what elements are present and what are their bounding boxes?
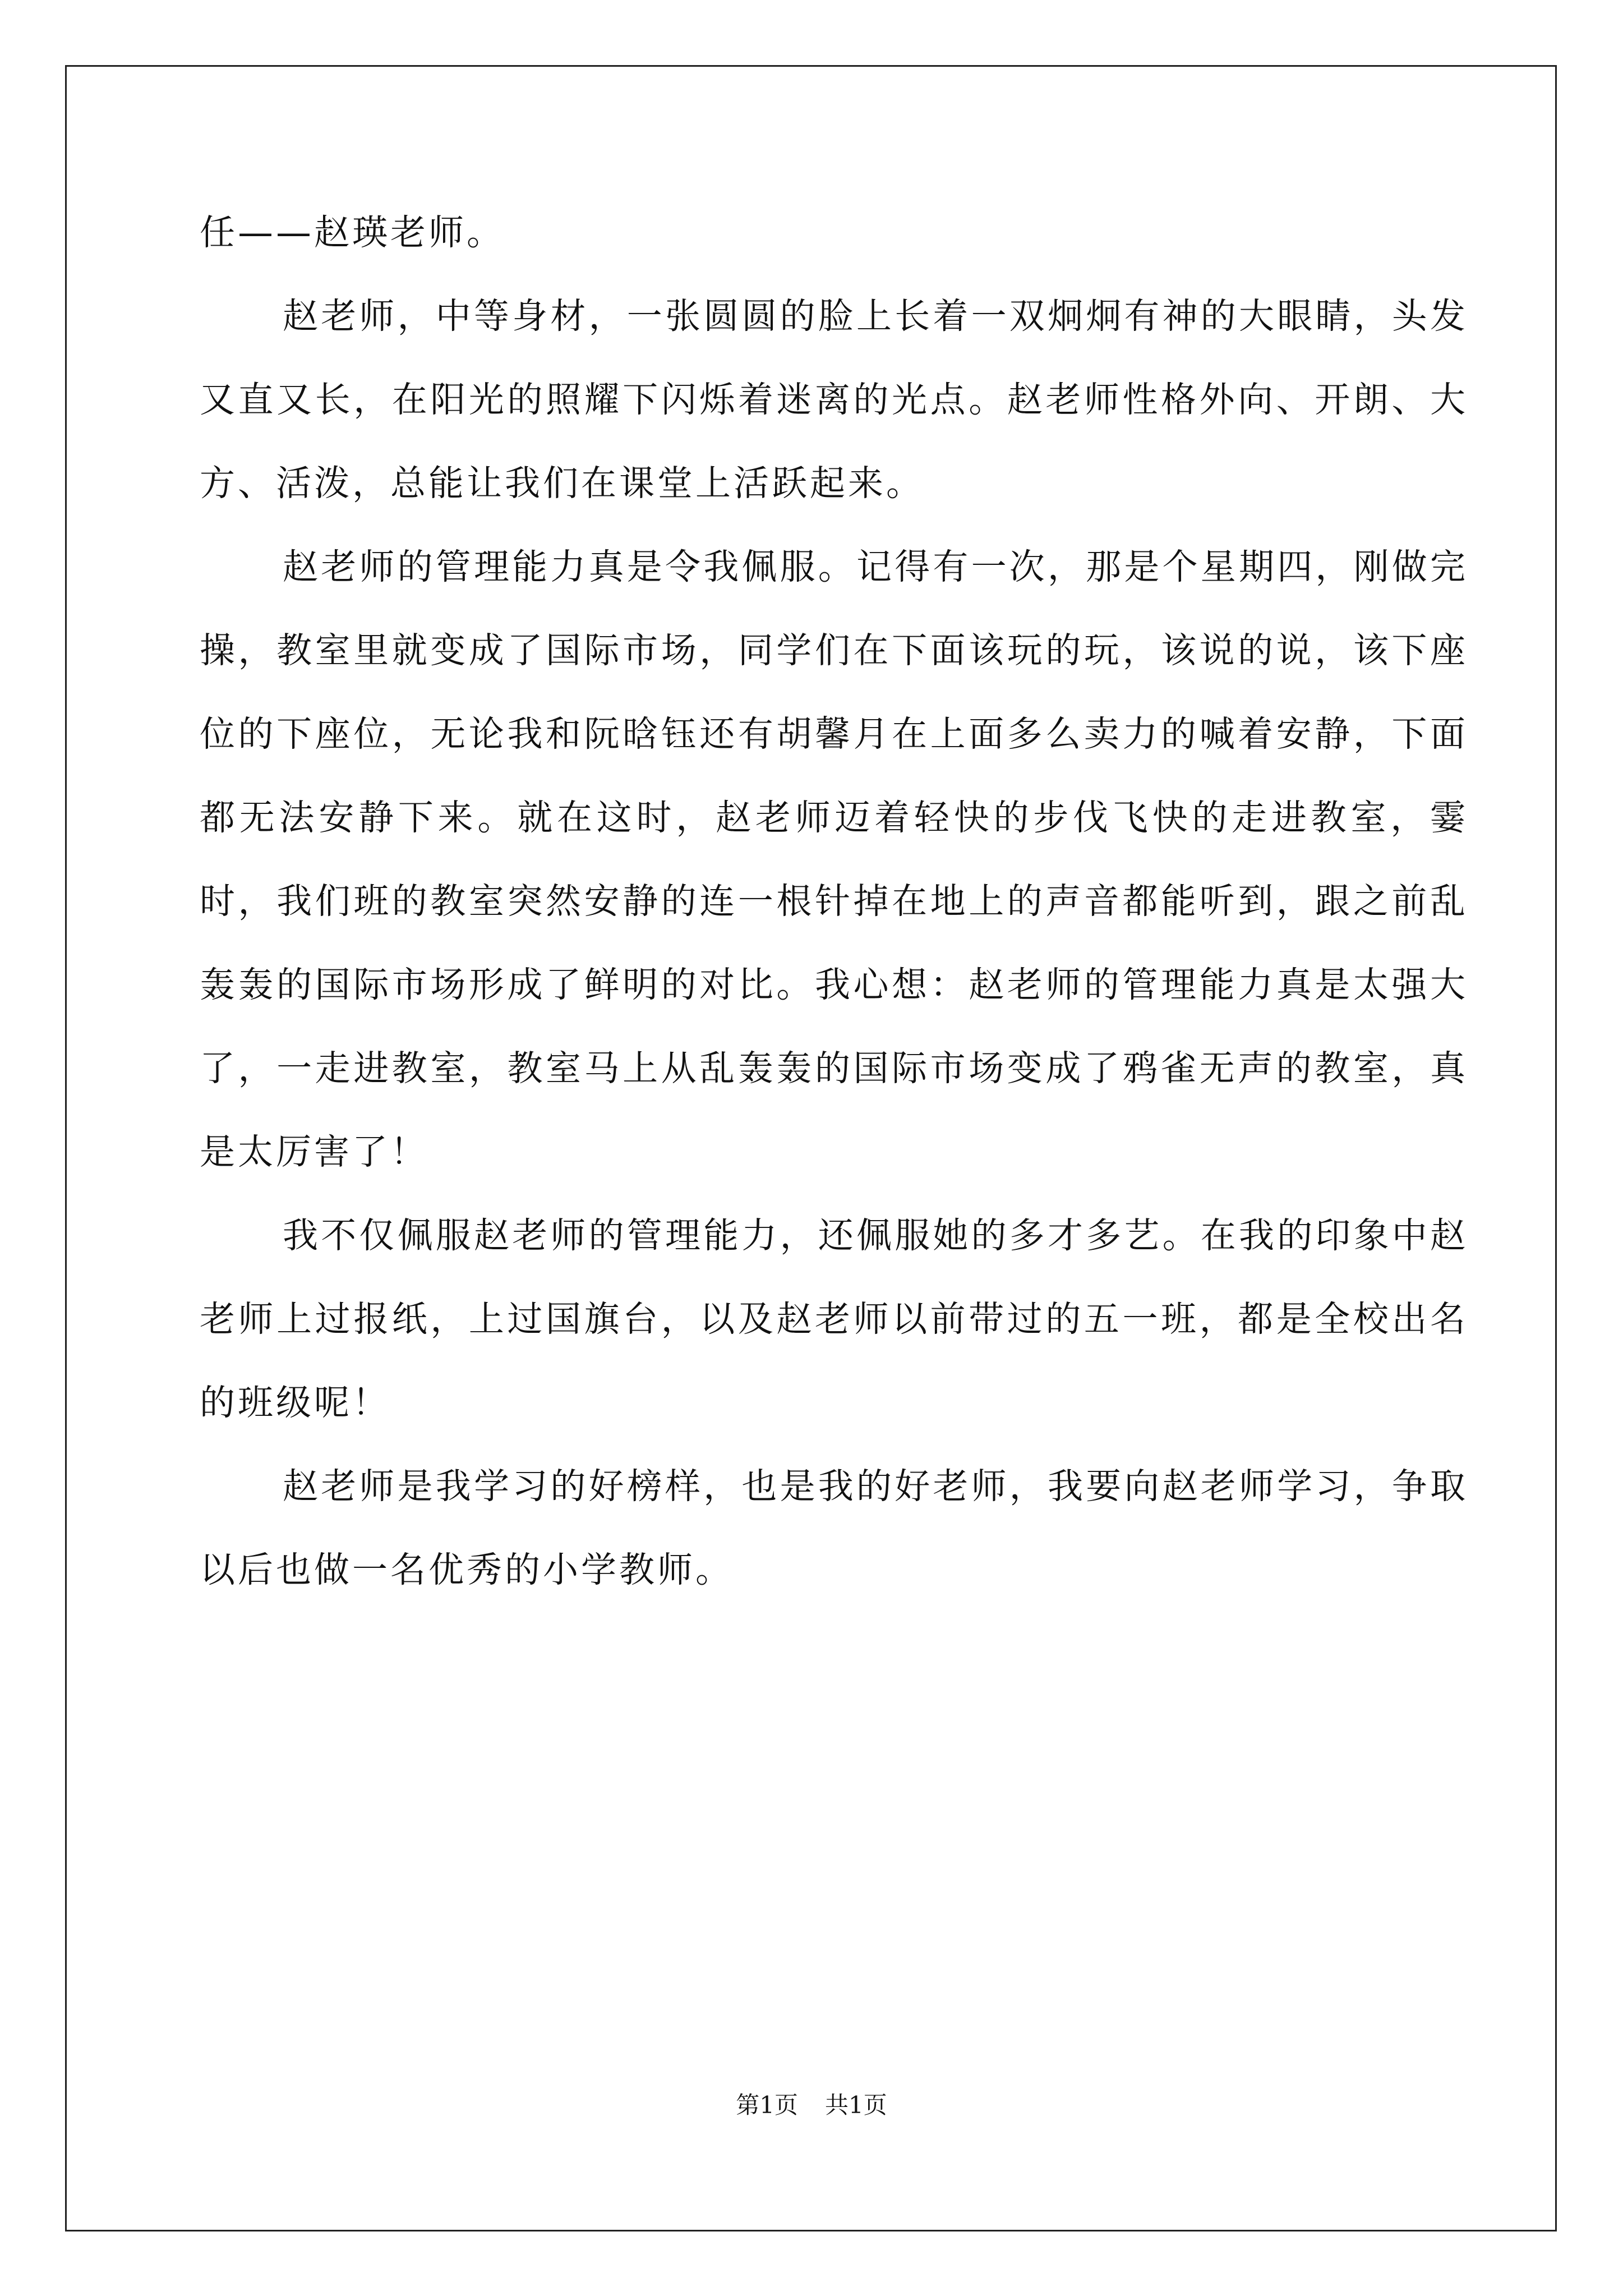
paragraph-talents: 我不仅佩服赵老师的管理能力，还佩服她的多才多艺。在我的印象中赵老师上过报纸，上过国旗台，以及赵老师以前带过的五一班，都是全校出名的班级呢！ [200,1215,1468,1423]
document-body [200,191,1468,1612]
paragraph-conclusion: 赵老师是我学习的好榜样，也是我的好老师，我要向赵老师学习，争取以后也做一名优秀的小学教师。 [200,1466,1468,1590]
paragraph-continuation: 任——赵瑛老师。 [200,212,505,253]
page-number: 第1页 [736,2091,798,2119]
page-footer [0,2087,1623,2120]
paragraph-management: 赵老师的管理能力真是令我佩服。记得有一次，那是个星期四，刚做完操，教室里就变成了国际市场，同学们在下面该玩的玩，该说的说，该下座位的下座位，无论我和阮晗钰还有胡馨月在上面多么卖力的喊着安静，下面都无法安静下来。就在这时，赵老师迈着轻快的步伐飞快的走进教室，霎时，我们班的教室突然安静的连一根针掉在地上的声音都能听到，跟之前乱轰轰的国际市场形成了鲜明的对比。我心想：赵老师的管理能力真是太强大了，一走进教室，教室马上从乱轰轰的国际市场变成了鸦雀无声的教室，真是太厉害了！ [200,546,1468,1172]
page-total: 共1页 [825,2091,887,2119]
paragraph-appearance: 赵老师，中等身材，一张圆圆的脸上长着一双炯炯有神的大眼睛，头发又直又长，在阳光的照耀下闪烁着迷离的光点。赵老师性格外向、开朗、大方、活泼，总能让我们在课堂上活跃起来。 [200,296,1468,504]
